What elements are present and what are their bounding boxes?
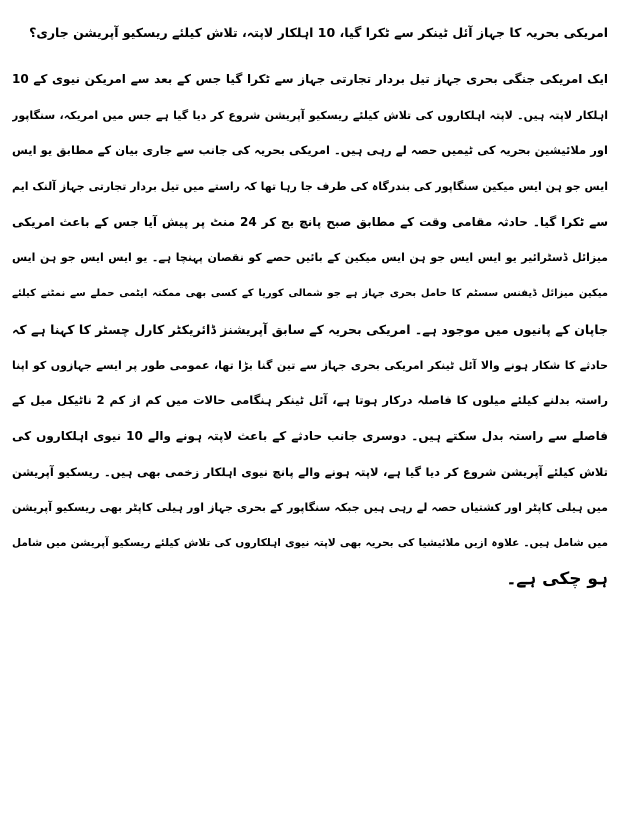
article-line: ہو چکی ہے۔ <box>506 568 608 589</box>
article-line: میکین میزائل ڈیفنس سسٹم کا حامل بحری جہاز ہے جو شمالی کوریا کے کسی بھی ممکنہ ایٹمی حملے سے نمٹنے کیلئے <box>12 288 608 300</box>
article-line: راستہ بدلنے کیلئے میلوں کا فاصلہ درکار ہوتا ہے، آئل ٹینکر ہنگامی حالات میں کم از کم 2 ناٹیکل میل کے <box>12 393 608 408</box>
article-line: میں ہیلی کاپٹر اور کشتیاں حصہ لے رہی ہیں جبکہ سنگاپور کے بحری جہاز اور ہیلی کاپٹر بھی ریسکیو آپریشن <box>12 501 608 515</box>
article-line: تلاش کیلئے آپریشن شروع کر دیا گیا ہے، لاپتہ ہونے والے پانچ نیوی اہلکار زخمی بھی ہیں۔ ریسکیو آپریشن <box>12 464 608 479</box>
article-line: اور ملائیشین بحریہ کی ٹیمیں حصہ لے رہی ہیں۔ امریکی بحریہ کی جانب سے جاری بیان کے مطابق یو ایس <box>12 143 608 158</box>
article-line: اہلکار لاپتہ ہیں۔ لاپتہ اہلکاروں کی تلاش کیلئے ریسکیو آپریشن شروع کر دیا گیا ہے جس میں امریکہ، سنگاپور <box>12 108 608 122</box>
article-line: جاپان کے پانیوں میں موجود ہے۔ امریکی بحریہ کے سابق آپریشنز ڈائریکٹر کارل چسٹر کا کہنا ہے کہ <box>12 321 608 337</box>
article-line: سے ٹکرا گیا۔ حادثہ مقامی وقت کے مطابق صبح پانچ بج کر 24 منٹ پر پیش آیا جس کے باعث امریکی <box>12 214 608 229</box>
article-line: حادثے کا شکار ہونے والا آئل ٹینکر امریکی بحری جہاز سے تین گنا بڑا تھا، عمومی طور پر ایسے جہازوں کو اپنا <box>12 358 608 372</box>
article-line: ایس جو ہن ایس میکین سنگاپور کی بندرگاہ کی طرف جا رہا تھا کہ راستے میں تیل بردار تجارتی جہاز آلنک ایم <box>12 180 608 194</box>
article-line: ایک امریکی جنگی بحری جہاز تیل بردار تجارتی جہاز سے ٹکرا گیا جس کے بعد سے امریکن نیوی کے 10 <box>12 72 608 86</box>
article-line: میزائل ڈسٹرائیر یو ایس ایس جو ہن ایس میکین کے بائیں حصے کو نقصان پہنچا ہے۔ یو ایس ایس جو ہن ایس <box>12 251 608 265</box>
article-headline: امریکی بحریہ کا جہاز آئل ٹینکر سے ٹکرا گیا، 10 اہلکار لاپتہ، تلاش کیلئے ریسکیو آپریشن جاری؟ <box>29 25 608 40</box>
article-line: میں شامل ہیں۔ علاوہ ازیں ملائیشیا کی بحریہ بھی لاپتہ نیوی اہلکاروں کی تلاش کیلئے ریسکیو آپریشن میں شامل <box>12 536 608 549</box>
article-body <box>12 62 608 597</box>
article-line: فاصلے سے راستہ بدل سکتے ہیں۔ دوسری جانب حادثے کے باعث لاپتہ ہونے والے 10 نیوی اہلکاروں کی <box>12 428 608 443</box>
